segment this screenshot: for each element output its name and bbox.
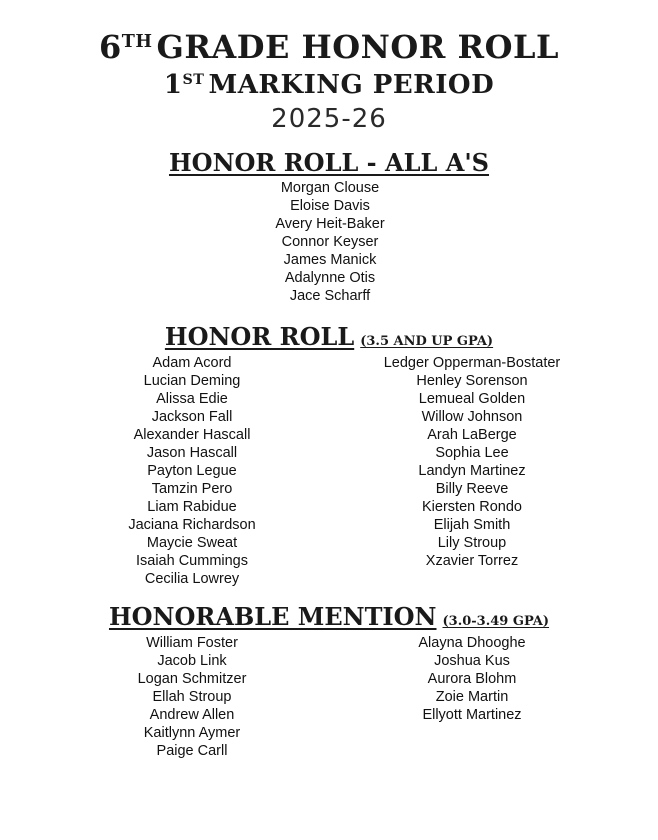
school-year: 2025-26 — [271, 104, 387, 134]
student-name: Willow Johnson — [421, 409, 523, 425]
period-rest: MARKING PERIOD — [208, 70, 495, 100]
student-name: Eloise Davis — [290, 198, 370, 214]
period-number: 1 — [163, 70, 183, 100]
student-name: Sophia Lee — [435, 445, 509, 461]
student-name: Connor Keyser — [281, 234, 379, 250]
student-name: Kiersten Rondo — [422, 499, 522, 515]
student-name: Jason Hascall — [146, 445, 238, 461]
honorable-mention-heading-text: HONORABLE MENTION — [108, 602, 437, 631]
honor-roll-right-column — [352, 354, 592, 570]
student-name: Cecilia Lowrey — [144, 571, 240, 587]
student-name: Lily Stroup — [437, 535, 507, 551]
all-as-heading — [0, 148, 658, 177]
title-rest: GRADE HONOR ROLL — [156, 28, 559, 66]
student-name: Maycie Sweat — [146, 535, 238, 551]
student-name: Jace Scharff — [289, 288, 371, 304]
period-suffix: ST — [182, 71, 205, 88]
student-name: Jackson Fall — [151, 409, 233, 425]
document-title — [0, 28, 658, 66]
student-name: Adalynne Otis — [284, 270, 376, 286]
honor-roll-gpa-range: (3.5 AND UP GPA) — [360, 334, 494, 349]
student-name: Kaitlynn Aymer — [143, 725, 241, 741]
student-name: Avery Heit-Baker — [275, 216, 385, 232]
student-name: Billy Reeve — [435, 481, 509, 497]
grade-suffix: TH — [121, 30, 153, 52]
honor-roll-heading-text: HONOR ROLL — [164, 322, 355, 351]
student-name: Jacob Link — [157, 653, 227, 669]
honorable-mention-left-column — [92, 634, 292, 760]
student-name: Ellah Stroup — [152, 689, 232, 705]
honor-roll-heading — [0, 322, 658, 351]
honorable-mention-heading — [0, 602, 658, 631]
student-name: Henley Sorenson — [416, 373, 528, 389]
student-name: Logan Schmitzer — [137, 671, 247, 687]
student-name: Adam Acord — [152, 355, 232, 371]
student-name: Paige Carll — [156, 743, 228, 759]
student-name: Elijah Smith — [433, 517, 511, 533]
student-name: Jaciana Richardson — [128, 517, 256, 533]
student-name: Lucian Deming — [143, 373, 241, 389]
student-name: Zoie Martin — [435, 689, 509, 705]
student-name: Alexander Hascall — [133, 427, 251, 443]
student-name: Andrew Allen — [149, 707, 235, 723]
student-name: Lemueal Golden — [418, 391, 526, 407]
student-name: Morgan Clouse — [280, 180, 380, 196]
student-name: Alayna Dhooghe — [418, 635, 526, 651]
student-name: Alissa Edie — [156, 391, 228, 407]
grade-number: 6 — [99, 28, 122, 66]
all-as-list — [180, 179, 480, 305]
student-name: Xzavier Torrez — [425, 553, 519, 569]
marking-period — [0, 70, 658, 100]
student-name: Ledger Opperman-Bostater — [383, 355, 561, 371]
all-as-heading-text: HONOR ROLL - ALL A'S — [168, 148, 490, 177]
honorable-mention-right-column — [352, 634, 592, 724]
student-name: Aurora Blohm — [427, 671, 517, 687]
student-name: William Foster — [146, 635, 238, 651]
honor-roll-left-column — [92, 354, 292, 588]
student-name: James Manick — [283, 252, 377, 268]
student-name: Liam Rabidue — [147, 499, 237, 515]
student-name: Tamzin Pero — [151, 481, 233, 497]
honorable-mention-gpa-range: (3.0-3.49 GPA) — [442, 614, 550, 629]
student-name: Isaiah Cummings — [135, 553, 248, 569]
student-name: Payton Legue — [147, 463, 237, 479]
student-name: Arah LaBerge — [427, 427, 517, 443]
student-name: Ellyott Martinez — [422, 707, 522, 723]
student-name: Landyn Martinez — [418, 463, 526, 479]
student-name: Joshua Kus — [434, 653, 510, 669]
